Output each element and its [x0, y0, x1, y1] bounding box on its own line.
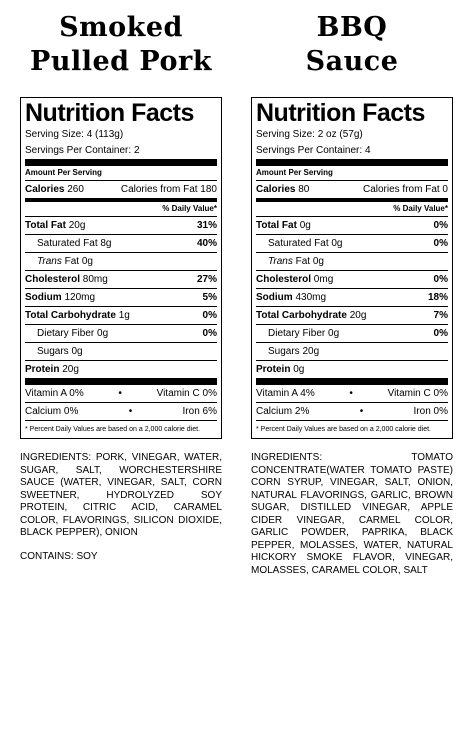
calories-row [256, 180, 448, 198]
panel-pulled-pork [20, 0, 222, 562]
calories-label: Calories [256, 184, 296, 195]
iron: Iron 6% [182, 406, 217, 417]
vitamin-row [25, 385, 217, 402]
nutrition-label [251, 97, 453, 439]
calories-row [25, 180, 217, 198]
daily-value: 27% [196, 274, 217, 285]
nutrient-label: Total Fat [256, 220, 297, 231]
trans-fat-row [25, 252, 217, 270]
calories-from-fat: Calories from Fat 0 [362, 184, 448, 195]
panel-bbq-sauce [251, 0, 453, 577]
total-fat-row [256, 216, 448, 234]
nutrient-label: Protein [25, 364, 60, 375]
daily-value: 0% [433, 220, 448, 231]
vitamin-row [256, 385, 448, 402]
sodium-row [256, 288, 448, 306]
sugars-row [25, 342, 217, 360]
daily-value: 7% [433, 310, 448, 321]
saturated-fat-row [256, 234, 448, 252]
trans-fat-row [256, 252, 448, 270]
footnote: * Percent Daily Values are based on a 2,000 calorie diet. [25, 420, 217, 435]
nutrient-amount: 0g [328, 328, 340, 339]
nutrient-amount: 80mg [82, 274, 108, 285]
nutrient-label: Sodium [256, 292, 293, 303]
nutrient-label: Sodium [25, 292, 62, 303]
nutrient-amount: 20g [62, 364, 79, 375]
nutrient-label: Sugars [37, 346, 69, 357]
nutrient-amount: 20g [302, 346, 320, 357]
amount-per-serving: Amount Per Serving [256, 168, 333, 177]
fiber-row [256, 324, 448, 342]
servings-per-container: Servings Per Container: 2 [25, 145, 140, 156]
nutrient-amount: 0g [293, 364, 305, 375]
nutrient-amount: Fat 0g [295, 256, 324, 267]
nutrition-facts-title: Nutrition Facts [256, 99, 425, 127]
cholesterol-row [25, 270, 217, 288]
allergen-statement: CONTAINS: SOY [20, 550, 98, 562]
nutrient-amount: 20g [349, 310, 367, 321]
nutrient-label: Cholesterol [25, 274, 81, 285]
daily-value: 31% [196, 220, 217, 231]
calories-from-fat: Calories from Fat 180 [120, 184, 217, 195]
nutrient-amount: 0mg [313, 274, 334, 285]
daily-value: 18% [427, 292, 448, 303]
divider [256, 378, 448, 385]
servings-per-container: Servings Per Container: 4 [256, 145, 371, 156]
protein-row [25, 360, 217, 378]
calories-value: 260 [67, 184, 84, 195]
daily-value: 0% [433, 238, 448, 249]
nutrient-label: Total Carbohydrate [256, 310, 347, 321]
nutrient-amount: 430mg [295, 292, 327, 303]
daily-value-header: % Daily Value* [393, 204, 448, 213]
nutrient-amount: 1g [118, 310, 130, 321]
nutrient-label: Total Fat [25, 220, 66, 231]
nutrient-label: Total Carbohydrate [25, 310, 116, 321]
nutrition-label [20, 97, 222, 439]
daily-value: 40% [196, 238, 217, 249]
nutrient-label: Saturated Fat [268, 238, 329, 249]
sugars-row [256, 342, 448, 360]
bullet-icon: • [359, 406, 364, 417]
nutrient-label: Trans [268, 256, 293, 267]
amount-per-serving: Amount Per Serving [25, 168, 102, 177]
daily-value-header: % Daily Value* [162, 204, 217, 213]
bullet-icon: • [128, 406, 133, 417]
daily-value: 0% [433, 328, 448, 339]
footnote: * Percent Daily Values are based on a 2,000 calorie diet. [256, 420, 448, 435]
ingredients-text: INGREDIENTS: PORK, VINEGAR, WATER, SUGAR, SALT, WORCHESTERSHIRE SAUCE (WATER, VINEGAR, SALT, CORN SWEETNER, HYDROLYZED SOY PROTEIN, CITRIC ACID, CARAMEL COLOR, FLAVORINGS, SILICON DIOXIDE, BLACK PEPPER), ONION [20, 452, 222, 538]
nutrient-amount: Fat 0g [64, 256, 93, 267]
nutrition-facts-title: Nutrition Facts [25, 99, 194, 127]
cholesterol-row [256, 270, 448, 288]
nutrient-amount: 0g [71, 346, 83, 357]
calcium: Calcium 2% [256, 406, 310, 417]
daily-value: 0% [202, 310, 217, 321]
nutrient-label: Sugars [268, 346, 300, 357]
product-title: Smoked Pulled Pork [30, 12, 212, 77]
bullet-icon: • [118, 388, 122, 399]
divider [256, 159, 448, 166]
daily-value: 0% [433, 274, 448, 285]
nutrient-amount: 20g [68, 220, 86, 231]
divider [25, 378, 217, 385]
calories-label: Calories [25, 184, 65, 195]
nutrient-label: Cholesterol [256, 274, 312, 285]
vitamin-c: Vitamin C 0% [387, 388, 448, 399]
serving-size: Serving Size: 2 oz (57g) [256, 129, 363, 140]
saturated-fat-row [25, 234, 217, 252]
ingredients-text: INGREDIENTS: TOMATO CONCENTRATE(WATER TOMATO PASTE) CORN SYRUP, VINEGAR, SALT, ONION, NATURAL FLAVORINGS, GARLIC, BROWN SUGAR, DISTILLED VINEGAR, APPLE CIDER VINEGAR, CARMEL COLOR, GARLIC POWDER, PAPRIKA, BLACK PEPPER, MOLASSES, WATER, NATURAL HICKORY SMOKE FLAVOR, VINEGAR, MOLASSES, CARAMEL COLOR, SALT [251, 452, 453, 576]
protein-row [256, 360, 448, 378]
nutrient-amount: 0g [331, 238, 343, 249]
mineral-row [256, 402, 448, 420]
daily-value: 0% [202, 328, 217, 339]
product-title: BBQ Sauce [305, 12, 399, 77]
nutrient-label: Protein [256, 364, 291, 375]
nutrient-label: Dietary Fiber [37, 328, 95, 339]
nutrient-label: Saturated Fat [37, 238, 98, 249]
nutrient-label: Dietary Fiber [268, 328, 326, 339]
vitamin-c: Vitamin C 0% [156, 388, 217, 399]
nutrient-amount: 0g [299, 220, 311, 231]
mineral-row [25, 402, 217, 420]
carbohydrate-row [256, 306, 448, 324]
nutrient-amount: 0g [97, 328, 109, 339]
calories-value: 80 [298, 184, 310, 195]
vitamin-a: Vitamin A 0% [25, 388, 84, 399]
fiber-row [25, 324, 217, 342]
sodium-row [25, 288, 217, 306]
total-fat-row [25, 216, 217, 234]
serving-size: Serving Size: 4 (113g) [25, 129, 124, 140]
divider [25, 159, 217, 166]
nutrient-amount: 120mg [64, 292, 96, 303]
iron: Iron 0% [413, 406, 448, 417]
carbohydrate-row [25, 306, 217, 324]
nutrient-amount: 8g [100, 238, 112, 249]
daily-value: 5% [202, 292, 217, 303]
nutrient-label: Trans [37, 256, 62, 267]
calcium: Calcium 0% [25, 406, 79, 417]
bullet-icon: • [349, 388, 353, 399]
vitamin-a: Vitamin A 4% [256, 388, 315, 399]
